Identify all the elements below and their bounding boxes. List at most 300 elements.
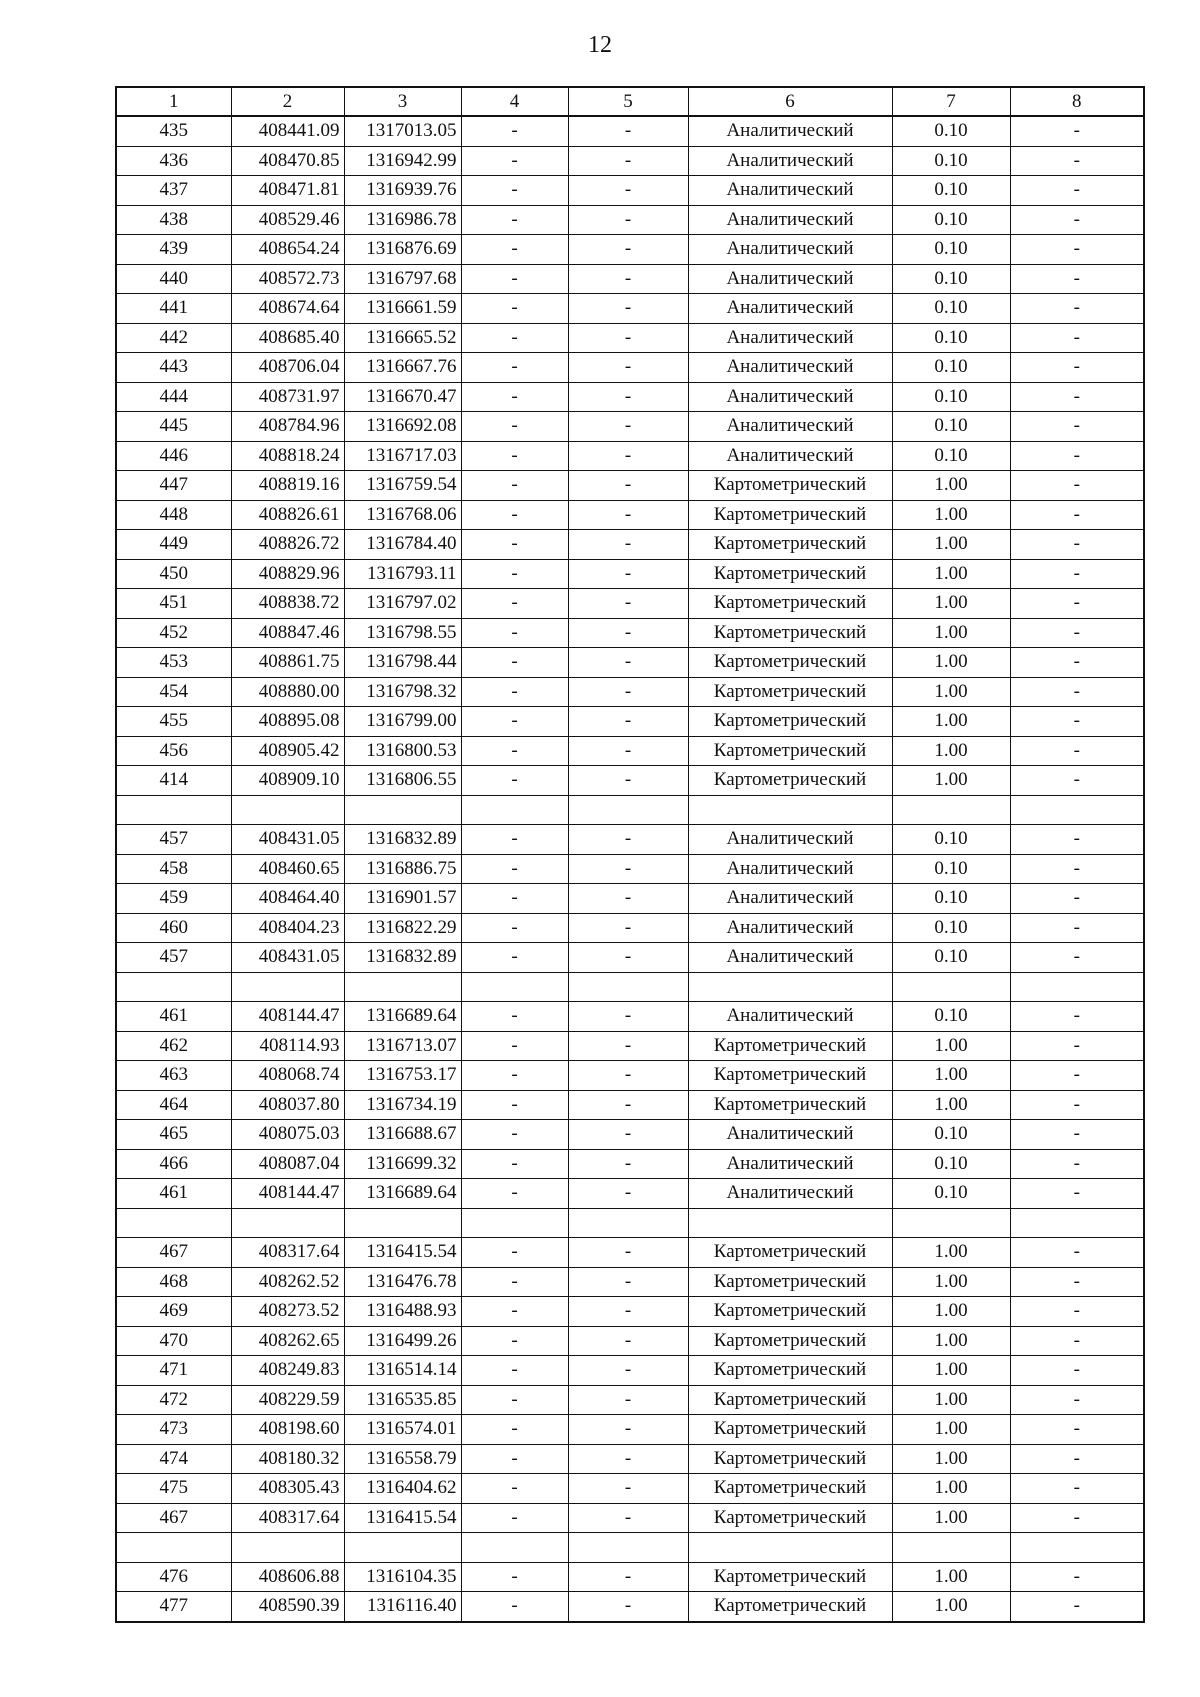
table-cell: - <box>1010 1238 1144 1268</box>
table-cell: 468 <box>116 1267 231 1297</box>
table-cell: 1.00 <box>892 559 1010 589</box>
table-cell: - <box>461 294 568 324</box>
column-header: 8 <box>1010 87 1144 116</box>
table-cell: 408572.73 <box>231 264 344 294</box>
table-cell: Картометрический <box>688 766 892 796</box>
table-cell: - <box>461 471 568 501</box>
table-cell: - <box>568 1179 688 1209</box>
table-cell: 477 <box>116 1592 231 1622</box>
table-cell: 466 <box>116 1149 231 1179</box>
table-cell: - <box>1010 1061 1144 1091</box>
table-cell: 445 <box>116 412 231 442</box>
table-cell: 1316886.75 <box>344 854 461 884</box>
table-cell: Картометрический <box>688 1090 892 1120</box>
table-cell: - <box>1010 884 1144 914</box>
table-cell: - <box>1010 294 1144 324</box>
table-cell: - <box>1010 589 1144 619</box>
table-cell <box>1010 1208 1144 1238</box>
table-cell: 1316798.44 <box>344 648 461 678</box>
table-cell: 408529.46 <box>231 205 344 235</box>
table-cell: 408198.60 <box>231 1415 344 1445</box>
table-cell: - <box>461 1592 568 1622</box>
table-cell: Аналитический <box>688 116 892 146</box>
table-cell: 1316415.54 <box>344 1503 461 1533</box>
table-cell <box>231 1208 344 1238</box>
table-cell: - <box>568 471 688 501</box>
table-cell: - <box>568 589 688 619</box>
table-cell: 1316535.85 <box>344 1385 461 1415</box>
table-row <box>116 589 1144 619</box>
table-cell: 408144.47 <box>231 1002 344 1032</box>
table-cell: - <box>568 618 688 648</box>
table-cell: Аналитический <box>688 146 892 176</box>
table-cell <box>892 972 1010 1002</box>
coordinates-table <box>115 86 1145 1623</box>
table-cell: 408654.24 <box>231 235 344 265</box>
table-cell: 408229.59 <box>231 1385 344 1415</box>
table-cell: 408895.08 <box>231 707 344 737</box>
table-cell: 439 <box>116 235 231 265</box>
table-cell: Аналитический <box>688 235 892 265</box>
table-cell: 1316689.64 <box>344 1179 461 1209</box>
table-cell: 1316876.69 <box>344 235 461 265</box>
table-cell: - <box>568 766 688 796</box>
table-cell: - <box>568 530 688 560</box>
table-cell: - <box>461 677 568 707</box>
table-cell: 408180.32 <box>231 1444 344 1474</box>
table-cell: - <box>461 1090 568 1120</box>
table-cell: - <box>1010 205 1144 235</box>
table-cell <box>461 972 568 1002</box>
table-cell: 1316806.55 <box>344 766 461 796</box>
table-cell: Картометрический <box>688 500 892 530</box>
table-cell <box>231 795 344 825</box>
table-row <box>116 412 1144 442</box>
table-cell: - <box>461 913 568 943</box>
table-cell: Картометрический <box>688 1444 892 1474</box>
table-cell: 1.00 <box>892 1474 1010 1504</box>
table-row <box>116 235 1144 265</box>
table-cell: - <box>461 1326 568 1356</box>
table-cell: Картометрический <box>688 589 892 619</box>
table-cell: 0.10 <box>892 146 1010 176</box>
table-cell: 1316734.19 <box>344 1090 461 1120</box>
table-cell: 408731.97 <box>231 382 344 412</box>
table-row <box>116 530 1144 560</box>
table-cell <box>461 1208 568 1238</box>
table-cell: 1316488.93 <box>344 1297 461 1327</box>
table-cell: - <box>568 1120 688 1150</box>
table-cell: - <box>461 205 568 235</box>
table-cell: - <box>568 205 688 235</box>
table-cell: 408068.74 <box>231 1061 344 1091</box>
table-cell: 0.10 <box>892 412 1010 442</box>
table-cell: 1316759.54 <box>344 471 461 501</box>
table-cell: - <box>1010 559 1144 589</box>
table-cell: 461 <box>116 1002 231 1032</box>
table-row <box>116 1503 1144 1533</box>
table-cell: Картометрический <box>688 559 892 589</box>
table-cell: - <box>1010 382 1144 412</box>
table-cell: 1.00 <box>892 736 1010 766</box>
table-cell: 440 <box>116 264 231 294</box>
table-cell: - <box>461 353 568 383</box>
separator-row <box>116 795 1144 825</box>
table-cell: 1316768.06 <box>344 500 461 530</box>
table-cell: 408249.83 <box>231 1356 344 1386</box>
table-cell: - <box>461 1415 568 1445</box>
table-cell <box>568 1208 688 1238</box>
table-row <box>116 1090 1144 1120</box>
table-cell: - <box>1010 1503 1144 1533</box>
table-cell: - <box>1010 176 1144 206</box>
table-cell: Картометрический <box>688 677 892 707</box>
table-cell: 1316689.64 <box>344 1002 461 1032</box>
table-cell: - <box>461 1149 568 1179</box>
separator-row <box>116 1208 1144 1238</box>
table-cell: 408317.64 <box>231 1238 344 1268</box>
table-cell: 408114.93 <box>231 1031 344 1061</box>
table-cell: - <box>461 264 568 294</box>
table-cell: 408829.96 <box>231 559 344 589</box>
table-cell: - <box>461 146 568 176</box>
column-header: 4 <box>461 87 568 116</box>
table-cell: - <box>568 1326 688 1356</box>
table-cell <box>568 972 688 1002</box>
table-cell: 457 <box>116 943 231 973</box>
table-cell: 0.10 <box>892 264 1010 294</box>
table-cell <box>1010 972 1144 1002</box>
table-cell: - <box>568 943 688 973</box>
table-cell: 408262.65 <box>231 1326 344 1356</box>
table-row <box>116 205 1144 235</box>
table-cell: - <box>568 441 688 471</box>
table-cell: - <box>568 707 688 737</box>
table-row <box>116 382 1144 412</box>
table-cell: 1316667.76 <box>344 353 461 383</box>
table-cell: 1316499.26 <box>344 1326 461 1356</box>
table-cell: 408144.47 <box>231 1179 344 1209</box>
table-cell: 0.10 <box>892 353 1010 383</box>
table-cell: 408826.61 <box>231 500 344 530</box>
table-cell: - <box>461 1238 568 1268</box>
table-cell: 0.10 <box>892 1002 1010 1032</box>
table-cell: 408460.65 <box>231 854 344 884</box>
table-row <box>116 1415 1144 1445</box>
table-cell: - <box>568 1385 688 1415</box>
table-cell: 1.00 <box>892 1297 1010 1327</box>
table-cell: 408590.39 <box>231 1592 344 1622</box>
table-row <box>116 825 1144 855</box>
table-cell: 448 <box>116 500 231 530</box>
table-cell: - <box>461 323 568 353</box>
table-cell: - <box>568 1297 688 1327</box>
table-cell <box>344 1208 461 1238</box>
table-cell: - <box>461 1061 568 1091</box>
table-cell: - <box>1010 1267 1144 1297</box>
table-cell: 1316670.47 <box>344 382 461 412</box>
table-cell: 1.00 <box>892 1415 1010 1445</box>
table-cell: - <box>1010 1415 1144 1445</box>
table-cell: Картометрический <box>688 618 892 648</box>
table-row <box>116 913 1144 943</box>
table-cell: 474 <box>116 1444 231 1474</box>
table-cell: 408431.05 <box>231 825 344 855</box>
table-cell: 1.00 <box>892 500 1010 530</box>
table-cell: - <box>1010 1090 1144 1120</box>
table-cell: - <box>568 559 688 589</box>
table-cell: Аналитический <box>688 913 892 943</box>
table-cell: 1316942.99 <box>344 146 461 176</box>
table-cell: 454 <box>116 677 231 707</box>
table-cell: - <box>461 943 568 973</box>
table-row <box>116 353 1144 383</box>
table-cell: 0.10 <box>892 323 1010 353</box>
table-cell: - <box>461 1356 568 1386</box>
table-cell <box>231 1533 344 1563</box>
table-row <box>116 884 1144 914</box>
table-cell: 435 <box>116 116 231 146</box>
table-cell: 1.00 <box>892 589 1010 619</box>
table-cell: 0.10 <box>892 205 1010 235</box>
table-cell: - <box>568 1061 688 1091</box>
table-cell: Аналитический <box>688 353 892 383</box>
table-cell: 469 <box>116 1297 231 1327</box>
table-cell: - <box>568 1444 688 1474</box>
table-cell: 465 <box>116 1120 231 1150</box>
table-cell: 1316797.02 <box>344 589 461 619</box>
table-cell: Картометрический <box>688 1061 892 1091</box>
table-cell: Аналитический <box>688 825 892 855</box>
table-cell: 408847.46 <box>231 618 344 648</box>
table-cell: 0.10 <box>892 116 1010 146</box>
table-cell <box>116 972 231 1002</box>
table-cell: 1316713.07 <box>344 1031 461 1061</box>
table-cell: - <box>461 1385 568 1415</box>
table-cell <box>116 1208 231 1238</box>
table-cell: 408819.16 <box>231 471 344 501</box>
table-cell: - <box>461 1503 568 1533</box>
table-cell: - <box>568 264 688 294</box>
table-cell: 1316798.55 <box>344 618 461 648</box>
table-cell: 0.10 <box>892 913 1010 943</box>
table-cell: - <box>461 1002 568 1032</box>
table-cell: 1316832.89 <box>344 943 461 973</box>
table-cell: - <box>461 766 568 796</box>
table-cell: 1316415.54 <box>344 1238 461 1268</box>
table-cell: - <box>1010 530 1144 560</box>
table-cell: 408441.09 <box>231 116 344 146</box>
table-cell: 1316699.32 <box>344 1149 461 1179</box>
table-cell: Аналитический <box>688 1120 892 1150</box>
table-cell: Картометрический <box>688 1326 892 1356</box>
table-cell: 1316116.40 <box>344 1592 461 1622</box>
table-cell: - <box>1010 116 1144 146</box>
table-cell: Картометрический <box>688 471 892 501</box>
table-cell: 1.00 <box>892 1090 1010 1120</box>
table-cell: 408905.42 <box>231 736 344 766</box>
table-cell: 408861.75 <box>231 648 344 678</box>
table-cell: 467 <box>116 1503 231 1533</box>
table-cell: 1.00 <box>892 1444 1010 1474</box>
table-cell: - <box>568 1356 688 1386</box>
table-cell <box>461 1533 568 1563</box>
table-cell: 408317.64 <box>231 1503 344 1533</box>
table-cell: - <box>568 1562 688 1592</box>
table-cell: - <box>1010 913 1144 943</box>
table-cell: Картометрический <box>688 1238 892 1268</box>
table-cell: 443 <box>116 353 231 383</box>
table-cell: - <box>1010 1297 1144 1327</box>
table-cell: - <box>568 412 688 442</box>
table-cell: - <box>568 1503 688 1533</box>
table-row <box>116 1120 1144 1150</box>
table-row <box>116 1179 1144 1209</box>
table-cell: 1.00 <box>892 1326 1010 1356</box>
table-cell: Аналитический <box>688 412 892 442</box>
table-cell: 437 <box>116 176 231 206</box>
table-cell: 473 <box>116 1415 231 1445</box>
table-cell: 458 <box>116 854 231 884</box>
table-cell: - <box>1010 1356 1144 1386</box>
table-cell: - <box>461 648 568 678</box>
table-cell: 446 <box>116 441 231 471</box>
table-cell: - <box>568 235 688 265</box>
column-header: 7 <box>892 87 1010 116</box>
table-cell: 408431.05 <box>231 943 344 973</box>
table-cell <box>116 1533 231 1563</box>
table-cell: Картометрический <box>688 648 892 678</box>
table-cell: - <box>1010 677 1144 707</box>
table-cell: 450 <box>116 559 231 589</box>
table-cell: - <box>1010 736 1144 766</box>
table-cell: Аналитический <box>688 884 892 914</box>
table-cell: - <box>568 884 688 914</box>
table-cell: 408784.96 <box>231 412 344 442</box>
table-cell: 438 <box>116 205 231 235</box>
table-cell: - <box>568 176 688 206</box>
table-row <box>116 1297 1144 1327</box>
table-cell: 1316665.52 <box>344 323 461 353</box>
table-cell: 1.00 <box>892 677 1010 707</box>
table-cell <box>1010 1533 1144 1563</box>
table-cell: - <box>1010 412 1144 442</box>
table-cell: - <box>461 589 568 619</box>
table-cell: 408075.03 <box>231 1120 344 1150</box>
table-cell: - <box>568 1090 688 1120</box>
table-cell: Картометрический <box>688 736 892 766</box>
table-cell: 1316798.32 <box>344 677 461 707</box>
table-cell: Аналитический <box>688 205 892 235</box>
table-cell: - <box>1010 707 1144 737</box>
table-cell <box>892 1533 1010 1563</box>
table-cell: 1.00 <box>892 530 1010 560</box>
table-body <box>116 116 1144 1622</box>
table-cell: - <box>1010 1444 1144 1474</box>
table-cell: 408037.80 <box>231 1090 344 1120</box>
table-cell: - <box>461 500 568 530</box>
table-cell: - <box>461 116 568 146</box>
table-cell: 1316793.11 <box>344 559 461 589</box>
table-cell: 0.10 <box>892 854 1010 884</box>
table-cell: - <box>461 1031 568 1061</box>
table-cell: 470 <box>116 1326 231 1356</box>
table-cell: 0.10 <box>892 884 1010 914</box>
table-cell: - <box>1010 500 1144 530</box>
table-cell: 414 <box>116 766 231 796</box>
table-cell: Аналитический <box>688 176 892 206</box>
table-cell: 408087.04 <box>231 1149 344 1179</box>
table-cell: 464 <box>116 1090 231 1120</box>
table-cell: - <box>1010 1002 1144 1032</box>
table-cell: 408685.40 <box>231 323 344 353</box>
table-cell: 1316832.89 <box>344 825 461 855</box>
table-cell: Картометрический <box>688 1297 892 1327</box>
table-cell: 441 <box>116 294 231 324</box>
table-cell: - <box>1010 648 1144 678</box>
table-cell: 1316574.01 <box>344 1415 461 1445</box>
table-cell: - <box>1010 146 1144 176</box>
table-cell: Картометрический <box>688 1415 892 1445</box>
page-number: 12 <box>588 32 612 58</box>
table-cell: 1316104.35 <box>344 1562 461 1592</box>
table-cell: 1.00 <box>892 1503 1010 1533</box>
table-cell: 1.00 <box>892 766 1010 796</box>
column-header: 1 <box>116 87 231 116</box>
table-cell: - <box>568 116 688 146</box>
table-cell: 0.10 <box>892 176 1010 206</box>
table-cell: 408674.64 <box>231 294 344 324</box>
table-cell: 476 <box>116 1562 231 1592</box>
table-cell: - <box>1010 1179 1144 1209</box>
table-cell: 0.10 <box>892 1179 1010 1209</box>
table-cell: Картометрический <box>688 1031 892 1061</box>
table-row <box>116 1326 1144 1356</box>
table-row <box>116 677 1144 707</box>
table-cell: 1316514.14 <box>344 1356 461 1386</box>
table-cell: 408470.85 <box>231 146 344 176</box>
table-cell: 408464.40 <box>231 884 344 914</box>
header-row <box>116 87 1144 116</box>
table-cell: - <box>461 1297 568 1327</box>
table-cell: - <box>1010 854 1144 884</box>
table-cell: 1316692.08 <box>344 412 461 442</box>
table-row <box>116 854 1144 884</box>
table-cell: - <box>568 677 688 707</box>
table-row <box>116 766 1144 796</box>
table-cell <box>344 1533 461 1563</box>
table-cell: 1316986.78 <box>344 205 461 235</box>
table-cell: Картометрический <box>688 1592 892 1622</box>
table-cell: - <box>1010 825 1144 855</box>
table-cell: Аналитический <box>688 1149 892 1179</box>
table-cell: 1316717.03 <box>344 441 461 471</box>
table-row <box>116 1238 1144 1268</box>
table-cell: - <box>461 412 568 442</box>
table-cell: - <box>1010 264 1144 294</box>
table-cell: 1316797.68 <box>344 264 461 294</box>
table-cell: 1316799.00 <box>344 707 461 737</box>
table-cell: - <box>1010 471 1144 501</box>
table-cell: - <box>461 1474 568 1504</box>
table-cell: Аналитический <box>688 943 892 973</box>
table-cell: 461 <box>116 1179 231 1209</box>
table-row <box>116 1385 1144 1415</box>
table-cell: - <box>461 884 568 914</box>
table-row <box>116 1267 1144 1297</box>
table-cell: 1.00 <box>892 471 1010 501</box>
table-cell: 1.00 <box>892 1238 1010 1268</box>
